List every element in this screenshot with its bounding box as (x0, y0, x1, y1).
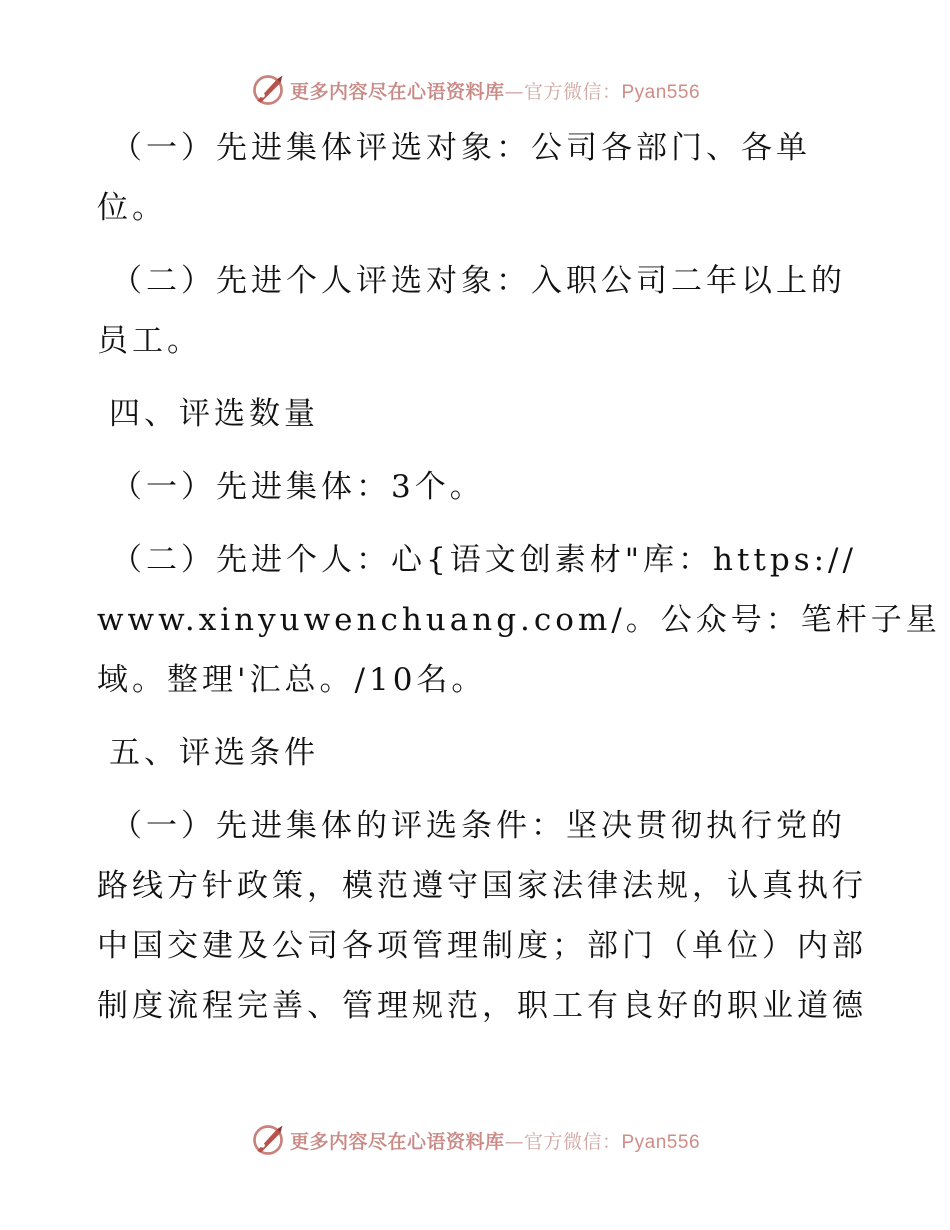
text-line: 域。整理'汇总。/10名。 (97, 662, 487, 698)
text-line: 位。 (97, 190, 167, 226)
watermark-dash: — (504, 1130, 524, 1153)
document-body (97, 118, 941, 1036)
heading-line: 五、评选条件 (109, 735, 319, 771)
watermark-brand: 更多内容尽在心语资料库 (289, 1130, 505, 1153)
heading-line: 四、评选数量 (109, 396, 319, 432)
watermark-account: Pyan556 (621, 1131, 701, 1153)
text-line: 路线方针政策，模范遵守国家法律法规，认真执行 (97, 868, 867, 904)
text-line: （二）先进个人：心{语文创素材"库：https:// (111, 542, 857, 578)
text-line: （一）先进集体评选对象：公司各部门、各单 (111, 130, 811, 166)
watermark-account: Pyan556 (621, 81, 701, 103)
paragraph (97, 796, 867, 1036)
watermark-sub: 官方微信： (523, 80, 622, 103)
footer-watermark (0, 1120, 950, 1160)
watermark-text (290, 1127, 700, 1154)
header-watermark (0, 70, 950, 110)
section-heading (97, 384, 867, 444)
quill-pen-icon (250, 1122, 286, 1158)
watermark-text (290, 77, 700, 104)
paragraph (97, 251, 867, 371)
text-line: 员工。 (97, 323, 202, 359)
text-line: 中国交建及公司各项管理制度；部门（单位）内部 (97, 928, 867, 964)
quill-pen-icon (250, 72, 286, 108)
text-line: （一）先进集体的评选条件：坚决贯彻执行党的 (111, 808, 846, 844)
paragraph (97, 457, 867, 517)
watermark-dash: — (504, 80, 524, 103)
text-line: （一）先进集体：3个。 (111, 469, 485, 505)
section-heading (97, 723, 867, 783)
text-line: 制度流程完善、管理规范，职工有良好的职业道德 (97, 988, 867, 1024)
paragraph (97, 118, 867, 238)
watermark-brand: 更多内容尽在心语资料库 (289, 80, 505, 103)
text-line: www.xinyuwenchuang.com/。公众号：笔杆子星 (97, 602, 941, 638)
paragraph (97, 530, 941, 710)
watermark-sub: 官方微信： (523, 1130, 622, 1153)
text-line: （二）先进个人评选对象：入职公司二年以上的 (111, 263, 846, 299)
